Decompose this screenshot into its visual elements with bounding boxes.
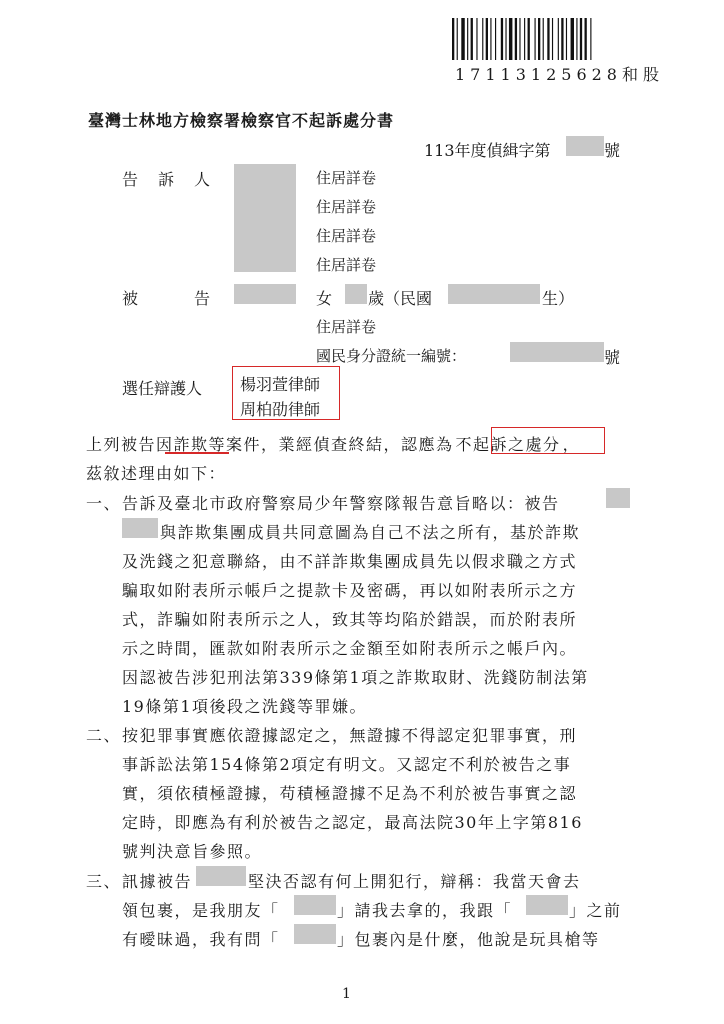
barcode-bar: [505, 18, 506, 60]
barcode-bar: [585, 18, 587, 60]
redaction-complainant-names: [234, 164, 296, 272]
barcode-bar: [590, 18, 591, 60]
barcode: [452, 18, 664, 60]
redaction-defendant-name-s3: [196, 866, 246, 886]
case-number-prefix: 113年度偵緝字第: [424, 141, 551, 160]
section3-line-1b: 堅決否認有何上開犯行，辯稱：我當天會去: [248, 872, 581, 891]
section2-line-5: 號判決意旨參照。: [122, 842, 263, 861]
highlight-non-prosecution: 不起訴之處分: [455, 435, 561, 454]
defendant-label: 被 告: [122, 289, 213, 308]
section3-line-2b: 」請我去拿的，我跟「: [337, 901, 513, 920]
barcode-bar: [452, 18, 454, 60]
barcode-bar: [528, 18, 530, 60]
section3-line-2c: 」之前: [569, 901, 622, 920]
section1-line-8: 19條第1項後段之洗錢等罪嫌。: [122, 697, 368, 716]
barcode-bar: [566, 18, 567, 60]
section3-line-2a: 領包裹，是我朋友「: [122, 901, 280, 920]
barcode-bar: [490, 18, 491, 60]
redaction-friend-name-2: [526, 895, 568, 915]
barcode-bar: [571, 18, 574, 60]
barcode-number: 17113125628和股: [455, 65, 664, 84]
barcode-bar: [524, 18, 525, 60]
barcode-bar: [471, 18, 473, 60]
barcode-bar: [501, 18, 503, 60]
defendant-id-label: 國民身分證統一編號：: [316, 347, 467, 365]
redaction-defendant-name-s1a: [606, 488, 630, 508]
defense-lawyer-1: 楊羽萱律師: [240, 375, 321, 394]
complainant-address-4: 住居詳卷: [316, 256, 377, 274]
barcode-bar: [576, 18, 577, 60]
page-number: 1: [342, 986, 351, 1002]
section2-marker: 二、: [86, 726, 122, 745]
section2-line-1: 按犯罪事實應依證據認定之，無證據不得認定犯罪事實，刑: [122, 726, 578, 745]
case-number-suffix: 號: [604, 141, 621, 160]
barcode-bar: [552, 18, 553, 60]
barcode-bar: [547, 18, 549, 60]
defendant-birth-suffix: 生）: [542, 289, 575, 308]
barcode-bar: [561, 18, 563, 60]
barcode-bar: [495, 18, 496, 60]
section2-line-3: 實，須依積極證據，苟積極證據不足為不利於被告事實之認: [122, 784, 578, 803]
highlight-fraud-charge: 詐欺等: [173, 435, 227, 454]
redaction-defendant-age: [345, 284, 367, 304]
barcode-bar: [467, 18, 468, 60]
section1-marker: 一、: [86, 494, 122, 513]
barcode-bar: [461, 18, 464, 60]
defendant-gender: 女: [316, 289, 333, 308]
section1-line-7: 因認被告涉犯刑法第339條第1項之詐欺取財、洗錢防制法第: [122, 668, 589, 687]
section2-line-4: 定時，即應為有利於被告之認定，最高法院30年上字第816: [122, 813, 583, 832]
section1-line-1: 告訴及臺北市政府警察局少年警察隊報告意旨略以：被告: [122, 494, 560, 513]
section1-line-2: 與詐欺集團成員共同意圖為自己不法之所有，基於詐欺: [160, 523, 581, 542]
section3-line-3b: 」包裹內是什麼，他說是玩具槍等: [337, 930, 600, 949]
barcode-bar: [580, 18, 582, 60]
section1-line-4: 騙取如附表所示帳戶之提款卡及密碼，再以如附表所示之方: [122, 581, 578, 600]
defendant-address: 住居詳卷: [316, 318, 377, 336]
complainant-label: 告 訴 人: [122, 170, 213, 189]
barcode-bar: [535, 18, 536, 60]
barcode-bar: [519, 18, 520, 60]
barcode-bar: [476, 18, 477, 60]
section3-line-3a: 有曖昧過，我有問「: [122, 930, 280, 949]
section1-line-5: 式，詐騙如附表所示之人，致其等均陷於錯誤，而於附表所: [122, 610, 578, 629]
redaction-case-number: [566, 136, 604, 156]
defense-lawyer-2: 周柏劭律師: [240, 400, 321, 419]
defendant-age-suffix: 歲（民國: [368, 289, 433, 308]
barcode-bar: [457, 18, 458, 60]
redaction-friend-name-1: [294, 895, 336, 915]
document-title: 臺灣士林地方檢察署檢察官不起訴處分書: [88, 111, 395, 130]
complainant-address-1: 住居詳卷: [316, 169, 377, 187]
section1-line-3: 及洗錢之犯意聯絡，由不詳詐欺集團成員先以假求職之方式: [122, 552, 578, 571]
section2-line-2: 事訴訟法第154條第2項定有明文。又認定不利於被告之事: [122, 755, 572, 774]
section1-line-6: 示之時間，匯款如附表所示之金額至如附表所示之帳戶內。: [122, 639, 578, 658]
barcode-bar: [486, 18, 488, 60]
barcode-bar: [543, 18, 544, 60]
redaction-defendant-birth: [448, 284, 540, 304]
fraud-charge-underline: [165, 452, 229, 454]
barcode-bar: [515, 18, 517, 60]
intro-line-2: 茲敘述理由如下：: [86, 464, 227, 483]
complainant-address-2: 住居詳卷: [316, 198, 377, 216]
complainant-address-3: 住居詳卷: [316, 227, 377, 245]
barcode-bar: [509, 18, 512, 60]
section3-line-1a: 訊據被告: [122, 872, 193, 891]
defense-label: 選任辯護人: [122, 379, 203, 398]
section3-marker: 三、: [86, 872, 122, 891]
defendant-id-suffix: 號: [604, 348, 621, 367]
barcode-bar: [482, 18, 483, 60]
intro-line-1: 上列被告因詐欺等案件，業經偵查終結，認應為 不起訴之處分 ，: [86, 435, 581, 454]
redaction-friend-name-3: [294, 924, 336, 944]
redaction-defendant-name: [234, 284, 296, 304]
redaction-defendant-id: [510, 342, 604, 362]
redaction-defendant-name-s1b: [122, 518, 158, 538]
non-prosecution-box: [491, 427, 605, 454]
barcode-bar: [538, 18, 540, 60]
barcode-bar: [558, 18, 559, 60]
